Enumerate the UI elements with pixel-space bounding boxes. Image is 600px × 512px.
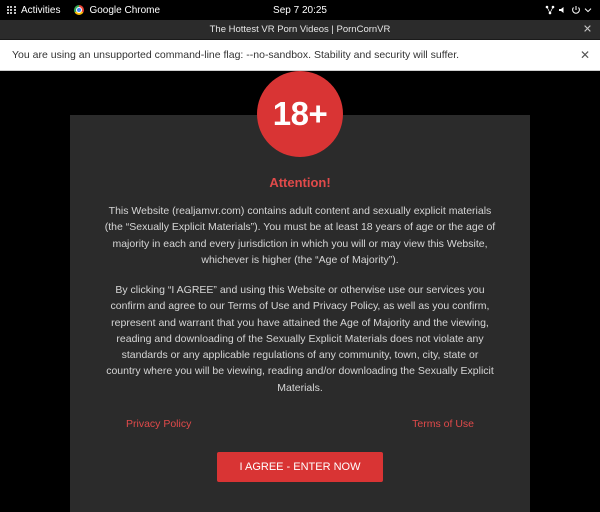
terms-of-use-link[interactable]: Terms of Use bbox=[412, 417, 474, 430]
privacy-policy-link[interactable]: Privacy Policy bbox=[126, 417, 192, 430]
top-bar-left-group bbox=[0, 5, 160, 16]
volume-icon bbox=[558, 5, 568, 15]
network-icon bbox=[545, 5, 555, 15]
chevron-down-icon bbox=[584, 6, 592, 14]
modal-heading: Attention! bbox=[269, 175, 331, 190]
unsupported-flag-infobar bbox=[0, 40, 600, 71]
system-status-area[interactable] bbox=[545, 5, 600, 15]
activities-grid-icon bbox=[7, 6, 16, 15]
clock[interactable]: Sep 7 20:25 bbox=[273, 4, 327, 16]
infobar-message: You are using an unsupported command-line flag: --no-sandbox. Stability and security will suffer. bbox=[12, 49, 460, 61]
chrome-icon bbox=[74, 5, 84, 15]
page-content bbox=[0, 71, 600, 473]
modal-actions bbox=[96, 452, 504, 482]
activities-button[interactable] bbox=[7, 5, 60, 16]
modal-paragraph-2: By clicking “I AGREE” and using this Website or otherwise use our services you confirm and agree to our Terms of Use and Privacy Policy, as well as you confirm, represent and warrant that you have attained the Age of Majority and the viewing, reading and downloading of the Sexually Explicit Materials does not violate any standards or any applicable regulations of any community, town, city, state or country where you will be viewing, reading and/or downloading the Sexually Explicit Materials. bbox=[106, 284, 494, 394]
app-menu-label: Google Chrome bbox=[89, 4, 161, 16]
app-menu-google-chrome[interactable] bbox=[74, 5, 160, 16]
age-verification-modal bbox=[70, 95, 530, 512]
window-title: The Hottest VR Porn Videos | PornCornVR bbox=[209, 24, 391, 35]
modal-links bbox=[96, 418, 504, 430]
power-icon bbox=[571, 5, 581, 15]
status-icons-group bbox=[545, 5, 592, 15]
age-badge: 18+ bbox=[257, 71, 343, 157]
infobar-close-button[interactable]: ✕ bbox=[579, 48, 590, 62]
modal-paragraph-1: This Website (realjamvr.com) contains adult content and sexually explicit materials (the “Sexually Explicit Materials”). You must be at least 18 years of age or the age of majority in each and every jurisdiction in which you will or may view this Website, whichever is higher (the “Age of Majority”). bbox=[104, 205, 496, 266]
activities-label: Activities bbox=[21, 4, 61, 16]
browser-title-bar bbox=[0, 20, 600, 40]
agree-enter-button[interactable]: I AGREE - ENTER NOW bbox=[217, 452, 382, 482]
window-close-button[interactable]: ✕ bbox=[582, 23, 593, 35]
system-top-bar bbox=[0, 0, 600, 20]
